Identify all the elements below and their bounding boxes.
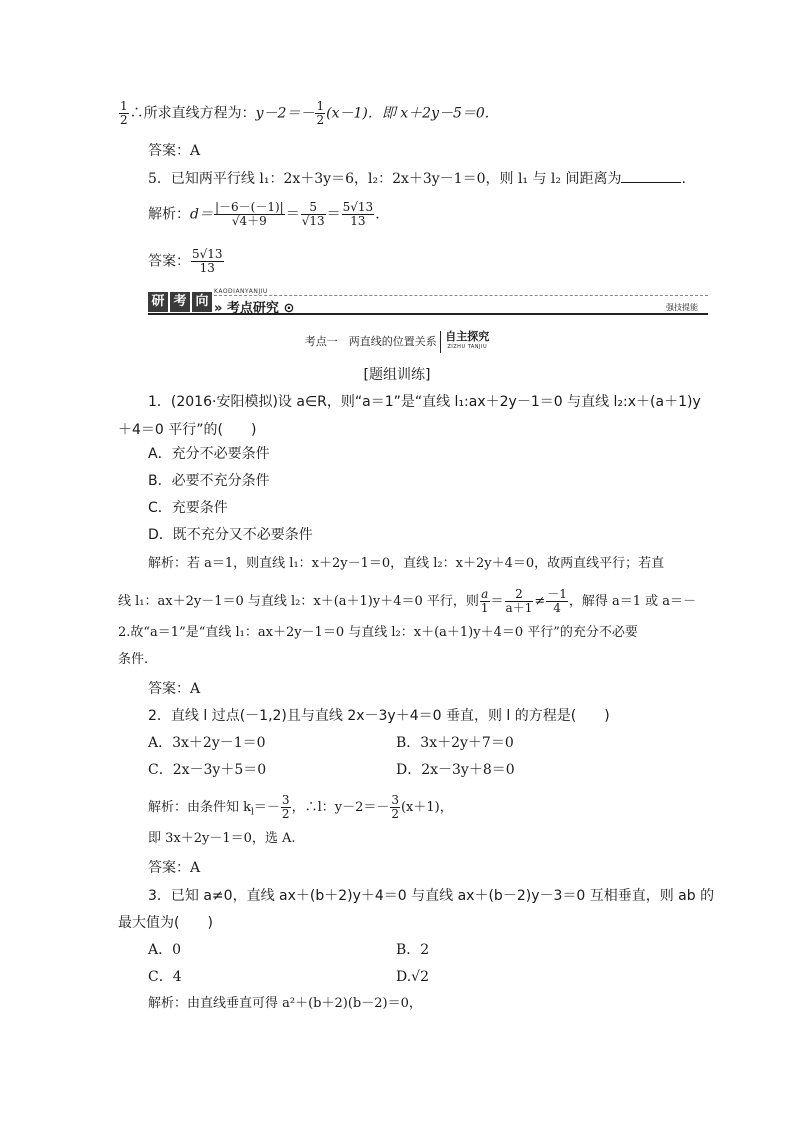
option-b: B．3x＋2y＋7＝0 [396,735,514,751]
solution-q3-line1: 解析：由直线垂直可得 a²＋(b＋2)(b－2)＝0， [148,996,422,1011]
banner-box: 向 [192,292,212,312]
option-d: D．2x－3y＋8＝0 [396,762,515,778]
option-d: D．既不充分又不必要条件 [148,527,313,543]
subheading: [题组训练] [363,367,431,383]
section-tag: 自主探究 ZIZHU TANJIU [440,331,489,353]
question-3-line1: 3．已知 a≠0，直线 ax＋(b＋2)y＋4＝0 与直线 ax＋(b－2)y－3＝0 互相垂直，则 ab 的 [148,888,715,904]
question-3-line2: 最大值为( ) [118,915,213,931]
fraction: $\frac{1}{2}$ [120,99,128,127]
answer-blank [621,170,681,183]
section-title: 考点一 两直线的位置关系 自主探究 ZIZHU TANJIU [0,331,794,353]
question-5: 5．已知两平行线 l₁：2x＋3y＝6，l₂：2x＋3y－1＝0，则 l₁ 与 l₂ 间距离为 . [148,171,686,187]
option-b: B．2 [396,942,430,958]
option-d: D.√2 [396,969,430,985]
banner-right-label: 强技提能 [666,303,698,312]
banner-rule [148,313,708,315]
answer-q5: 答案： $\frac{5√13}{13}$ [148,247,223,275]
answer-q2: 答案：A [148,860,201,876]
option-a: A．0 [148,942,182,958]
solution-q1-line1: 解析：若 a＝1，则直线 l₁：x＋2y－1＝0，直线 l₂：x＋2y＋4＝0，故两直线平行；若直 [148,556,665,571]
option-c: C．4 [148,969,182,985]
option-b: B．必要不充分条件 [148,473,270,489]
banner-divider [214,295,708,296]
solution-q1-line3: 2.故“a＝1”是“直线 l₁：ax＋2y－1＝0 与直线 l₂：x＋(a＋1)y＋4＝0 平行”的充分不必要 [118,625,638,640]
solution-q5: 解析：d＝ $\frac{|-6-(-1)|}{√4+9}$ ＝ $\frac{5}{√13}$ ＝ $\frac{5√13}{13}$ . [148,200,380,228]
solution-q1-line4: 条件. [118,652,149,667]
answer-q1: 答案：A [148,681,201,697]
option-a: A．3x＋2y－1＝0 [148,735,266,751]
question-2: 2．直线 l 过点(－1,2)且与直线 2x－3y＋4＝0 垂直，则 l 的方程是( ) [148,708,610,724]
solution-q2-line1: 解析：由条件知 $k_l=-$ $\frac{3}{2}$ ，∴l：y－2＝－ $\frac{3}{2}$ (x＋1)， [148,793,453,821]
banner-box: 研 [148,292,168,312]
banner-pinyin: KAODIANYANJIU [214,288,268,295]
banner-title: » 考点研究 ⊙ [214,301,295,316]
section-banner [148,288,708,316]
option-c: C．充要条件 [148,500,228,516]
option-c: C．2x－3y＋5＝0 [148,762,267,778]
banner-box: 考 [170,292,190,312]
solution-q2-line2: 即 3x＋2y－1＝0，选 A. [148,831,296,846]
option-a: A．充分不必要条件 [148,446,270,462]
question-1-line1: 1．(2016·安阳模拟)设 a∈R，则“a＝1”是“直线 l₁:ax＋2y－1＝0 与直线 l₂:x＋(a＋1)y [148,394,701,410]
question-1-line2: ＋4＝0 平行”的( ) [118,422,257,438]
solution-q1-line2: 线 l₁：ax＋2y－1＝0 与直线 l₂：x＋(a＋1)y＋4＝0 平行，则 $\frac{a}{1}$ ＝ $\frac{2}{a+1}$ ≠ $\frac{-1}{4}$ ，解得 a＝1 或 a＝－ [118,587,697,615]
solution-line-top: $\frac{1}{2}$ ∴所求直线方程为：y－2＝－ $\frac{1}{2}$ (x－1)．即 x＋2y－5＝0. [120,99,490,127]
answer-line: 答案：A [148,143,201,159]
